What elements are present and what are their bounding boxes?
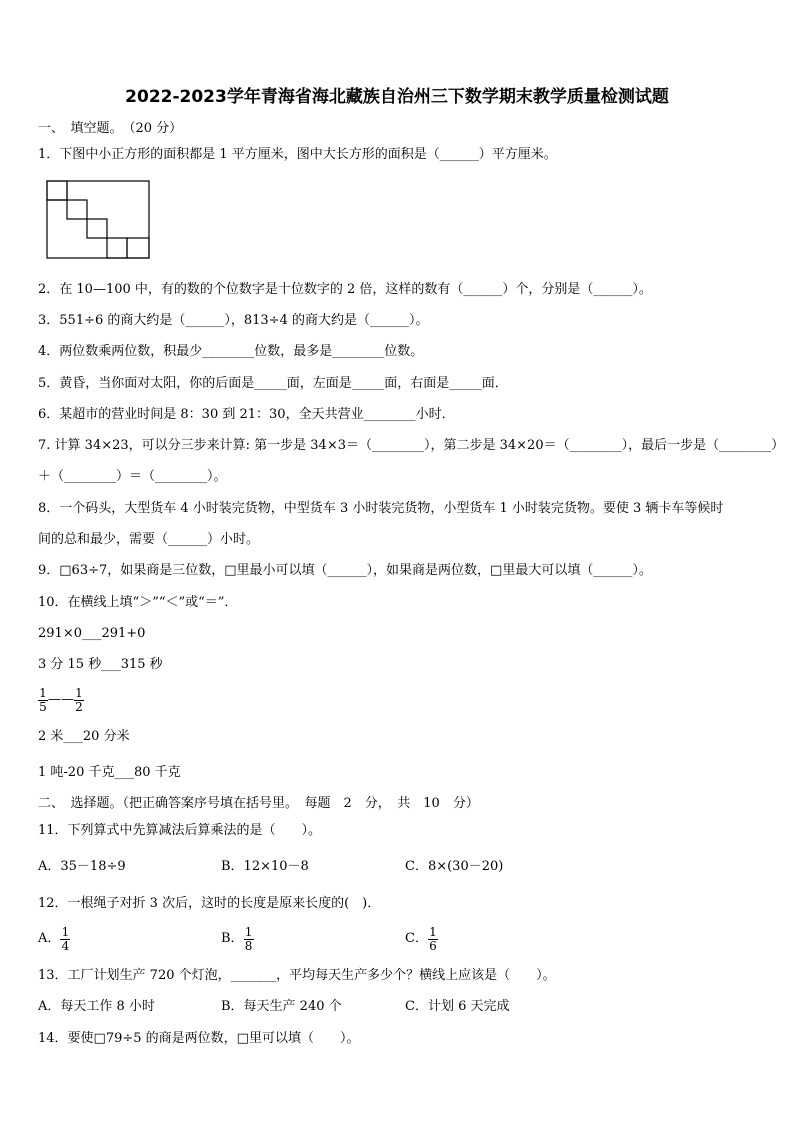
question-7-line-2: ＋（________）＝（________）。 — [38, 469, 227, 484]
fraction-option-c: $\frac{1}{6}$ — [429, 924, 437, 953]
question-12: 12．一根绳子对折 3 次后，这时的长度是原来长度的( )． — [38, 896, 381, 911]
question-8-line-2: 间的总和最少，需要（______）小时。 — [38, 532, 260, 547]
question-10-item-2: 3 分 15 秒___315 秒 — [38, 657, 163, 672]
comparison-blank: —— — [48, 692, 74, 707]
question-10: 10．在横线上填“＞”“＜”或“＝”． — [38, 595, 238, 610]
question-5: 5．黄昏，当你面对太阳，你的后面是_____面，左面是_____面，右面是_____面． — [38, 376, 508, 391]
question-11: 11．下列算式中先算减法后算乘法的是（ ）。 — [38, 823, 322, 838]
question-12-option-b: B． $\frac{1}{8}$ — [221, 924, 253, 953]
section-2-heading: 二、 选择题。（把正确答案序号填在括号里。 每题 2 分， 共 10 分） — [38, 796, 479, 811]
question-13-option-a: A．每天工作 8 小时 — [38, 999, 155, 1014]
question-10-item-5: 1 吨-20 千克___80 千克 — [38, 765, 181, 780]
fraction-option-b: $\frac{1}{8}$ — [244, 924, 253, 953]
question-8-line-1: 8．一个码头，大型货车 4 小时装完货物，中型货车 3 小时装完货物，小型货车 1 小时装完货物。要使 3 辆卡车等候时 — [38, 501, 724, 516]
question-3: 3．551÷6 的商大约是（______），813÷4 的商大约是（______）。 — [38, 313, 429, 328]
question-4: 4．两位数乘两位数，积最少________位数，最多是________位数。 — [38, 344, 424, 359]
question-13: 13．工厂计划生产 720 个灯泡，_______，平均每天生产多少个？横线上应该是（ ）。 — [38, 968, 556, 983]
question-11-option-b: B．12×10－8 — [221, 859, 309, 874]
question-1: 1．下图中小正方形的面积都是 1 平方厘米，图中大长方形的面积是（______）平方厘米。 — [38, 147, 557, 162]
staircase-rectangle-figure — [46, 180, 150, 260]
section-1-heading: 一、 填空题。 （20 分） — [38, 121, 183, 136]
question-12-option-c: C． $\frac{1}{6}$ — [405, 924, 437, 953]
question-10-item-4: 2 米___20 分米 — [38, 729, 130, 744]
question-14: 14．要使□79÷5 的商是两位数，□里可以填（ ）。 — [38, 1031, 360, 1046]
fraction-one-half: $\frac{1}{2}$ — [75, 685, 83, 714]
question-13-option-b: B．每天生产 240 个 — [221, 999, 342, 1014]
fraction-option-a: $\frac{1}{4}$ — [61, 924, 70, 953]
question-10-item-1: 291×0___291+0 — [38, 626, 146, 641]
question-9: 9．□63÷7，如果商是三位数，□里最小可以填（______），如果商是两位数，□里最大可以填（______）。 — [38, 563, 652, 578]
question-11-option-a: A．35－18÷9 — [38, 859, 126, 874]
question-2: 2．在 10—100 中，有的数的个位数字是十位数字的 2 倍，这样的数有（______）个，分别是（______）。 — [38, 282, 652, 297]
fraction-one-fifth: $\frac{1}{5}$ — [39, 685, 47, 714]
page-title: 2022-2023学年青海省海北藏族自治州三下数学期末教学质量检测试题 — [125, 87, 669, 107]
question-6: 6．某超市的营业时间是 8：30 到 21：30，全天共营业________小时． — [38, 407, 455, 422]
question-10-item-3 — [38, 683, 84, 718]
question-13-option-c: C．计划 6 天完成 — [405, 999, 510, 1014]
question-12-option-a: A． $\frac{1}{4}$ — [38, 924, 70, 953]
question-11-option-c: C．8×(30－20) — [405, 859, 504, 874]
question-7-line-1: 7. 计算 34×23，可以分三步来计算: 第一步是 34×3＝（________），第二步是 34×20＝（________），最后一步是（________） — [38, 438, 785, 453]
